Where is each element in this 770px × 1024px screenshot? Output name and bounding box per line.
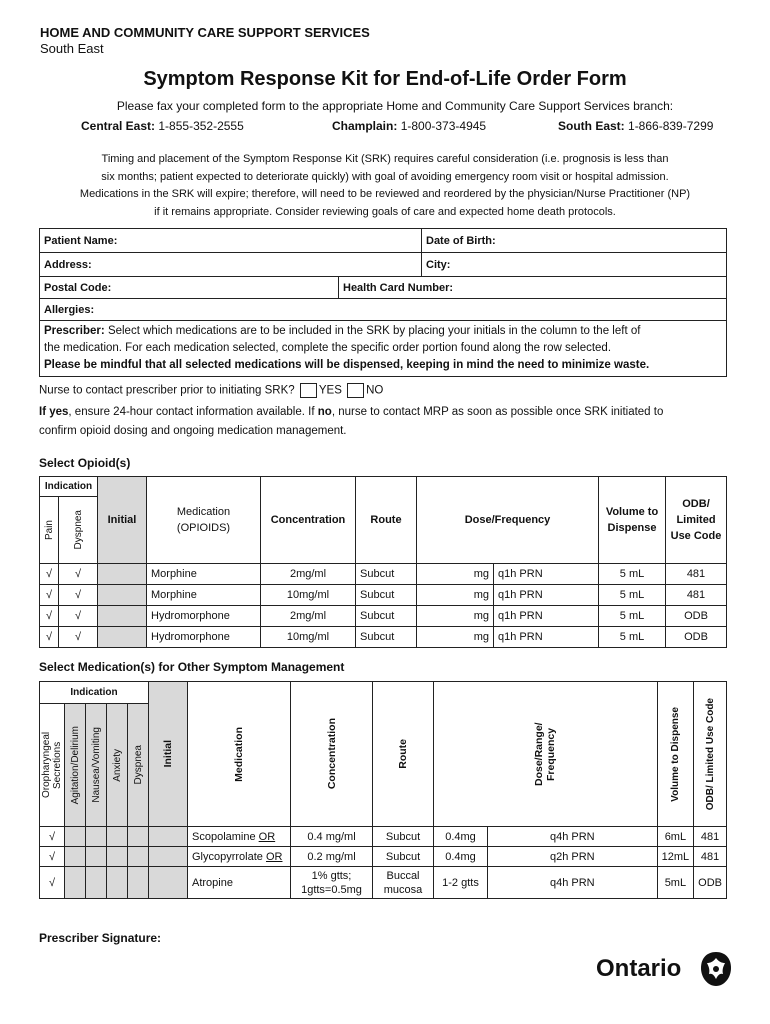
- anxiety-header: Anxiety: [111, 748, 123, 782]
- oropharyngeal-header: Oropharyngeal Secretions: [41, 731, 63, 799]
- branch-central-east: Central East: 1-855-352-2555: [81, 119, 244, 133]
- concentration-header: Concentration: [261, 477, 356, 564]
- health-card-field[interactable]: Health Card Number:: [339, 277, 727, 299]
- allergies-field[interactable]: Allergies:: [40, 299, 727, 321]
- trillium-icon: [700, 951, 732, 987]
- medication-header: Medication (OPIOIDS): [147, 477, 261, 564]
- odb-header: ODB/ Limited Use Code: [666, 477, 727, 564]
- other-meds-table: [39, 681, 727, 899]
- table-row: √ √ Hydromorphone 10mg/ml Subcut mg q1h PRN 5 mL ODB: [40, 627, 727, 648]
- table-row: √ √ Morphine 10mg/ml Subcut mg q1h PRN 5 mL 481: [40, 585, 727, 606]
- patient-info-table: [39, 228, 727, 377]
- page-title: Symptom Response Kit for End-of-Life Order Form: [143, 68, 627, 90]
- table-row: √ Scopolamine OR 0.4 mg/ml Subcut 0.4mg q4h PRN 6mL 481: [40, 827, 727, 847]
- initial-header: Initial: [162, 740, 174, 768]
- concentration-header: Concentration: [325, 718, 338, 790]
- initial-header: Initial: [98, 477, 147, 564]
- initial-cell[interactable]: [98, 564, 147, 585]
- dose-header: Dose/Range/ Frequency: [533, 722, 558, 786]
- postal-code-field[interactable]: Postal Code:: [40, 277, 339, 299]
- initial-cell[interactable]: [98, 627, 147, 648]
- region-name: South East: [40, 41, 104, 56]
- city-field[interactable]: City:: [422, 253, 727, 277]
- ontario-logo: [596, 948, 736, 992]
- intro-paragraph: Timing and placement of the Symptom Response Kit (SRK) requires careful consideration (i.e. prognosis is less than six months; patient expected to deteriorate quickly) with goal of avoiding emergency room visit or hospital admission. Medications in the SRK will expire; therefore, will need to be reviewed and reordered by the physician/Nurse Practitioner (NP) if it remains appropriate. Consider reviewing goals of care and expected home death protocols.: [79, 153, 691, 218]
- opioids-table: [39, 476, 727, 648]
- prescriber-signature-label: Prescriber Signature:: [39, 931, 162, 945]
- initial-cell[interactable]: [149, 867, 188, 899]
- indication-header: Indication: [40, 682, 149, 704]
- nausea-header: Nausea/Vomiting: [90, 727, 102, 803]
- nurse-contact-note: If yes, ensure 24-hour contact information available. If no, nurse to contact MRP as soon as possible once SRK initiated to confirm opioid dosing and ongoing medication management.: [39, 406, 664, 437]
- agitation-header: Agitation/Delirium: [69, 725, 81, 805]
- table-row: √ Atropine 1% gtts; 1gtts=0.5mg Buccal mucosa 1-2 gtts q4h PRN 5mL ODB: [40, 867, 727, 899]
- table-row: √ √ Morphine 2mg/ml Subcut mg q1h PRN 5 mL 481: [40, 564, 727, 585]
- initial-cell[interactable]: [149, 847, 188, 867]
- initial-cell[interactable]: [98, 606, 147, 627]
- fax-intro: Please fax your completed form to the appropriate Home and Community Care Support Services branch:: [116, 99, 674, 113]
- opioids-heading: Select Opioid(s): [39, 456, 131, 470]
- dyspnea-header: Dyspnea: [72, 510, 84, 550]
- indication-header: Indication: [40, 477, 98, 497]
- patient-name-field[interactable]: Patient Name:: [40, 229, 422, 253]
- volume-header: Volume to Dispense: [599, 477, 666, 564]
- org-name: HOME AND COMMUNITY CARE SUPPORT SERVICES: [40, 25, 370, 40]
- branch-south-east: South East: 1-866-839-7299: [558, 119, 714, 133]
- route-header: Route: [356, 477, 417, 564]
- yes-checkbox[interactable]: [300, 383, 317, 398]
- pain-header: Pain: [43, 519, 55, 540]
- branch-champlain: Champlain: 1-800-373-4945: [332, 119, 487, 133]
- table-row: √ Glycopyrrolate OR 0.2 mg/ml Subcut 0.4mg q2h PRN 12mL 481: [40, 847, 727, 867]
- route-header: Route: [397, 739, 409, 769]
- dyspnea-header: Dyspnea: [132, 745, 144, 785]
- medication-header: Medication: [233, 726, 245, 782]
- initial-cell[interactable]: [98, 585, 147, 606]
- initial-cell[interactable]: [149, 827, 188, 847]
- dose-header: Dose/Frequency: [417, 477, 599, 564]
- dob-field[interactable]: Date of Birth:: [422, 229, 727, 253]
- ontario-wordmark: Ontario: [596, 955, 682, 982]
- odb-header: ODB/ Limited Use Code: [704, 697, 716, 811]
- other-meds-heading: Select Medication(s) for Other Symptom Management: [39, 660, 345, 674]
- prescriber-instructions: Prescriber: Select which medications are to be included in the SRK by placing your initials in the column to the left of the medication. For each medication selected, complete the specific order portion found along the row selected. Please be mindful that all selected medications will be dispensed, keeping in mind the need to minimize waste.: [40, 321, 727, 377]
- address-field[interactable]: Address:: [40, 253, 422, 277]
- no-checkbox[interactable]: [347, 383, 364, 398]
- nurse-contact-question: Nurse to contact prescriber prior to initiating SRK? YES NO: [39, 384, 384, 397]
- table-row: √ √ Hydromorphone 2mg/ml Subcut mg q1h PRN 5 mL ODB: [40, 606, 727, 627]
- volume-header: Volume to Dispense: [669, 706, 681, 802]
